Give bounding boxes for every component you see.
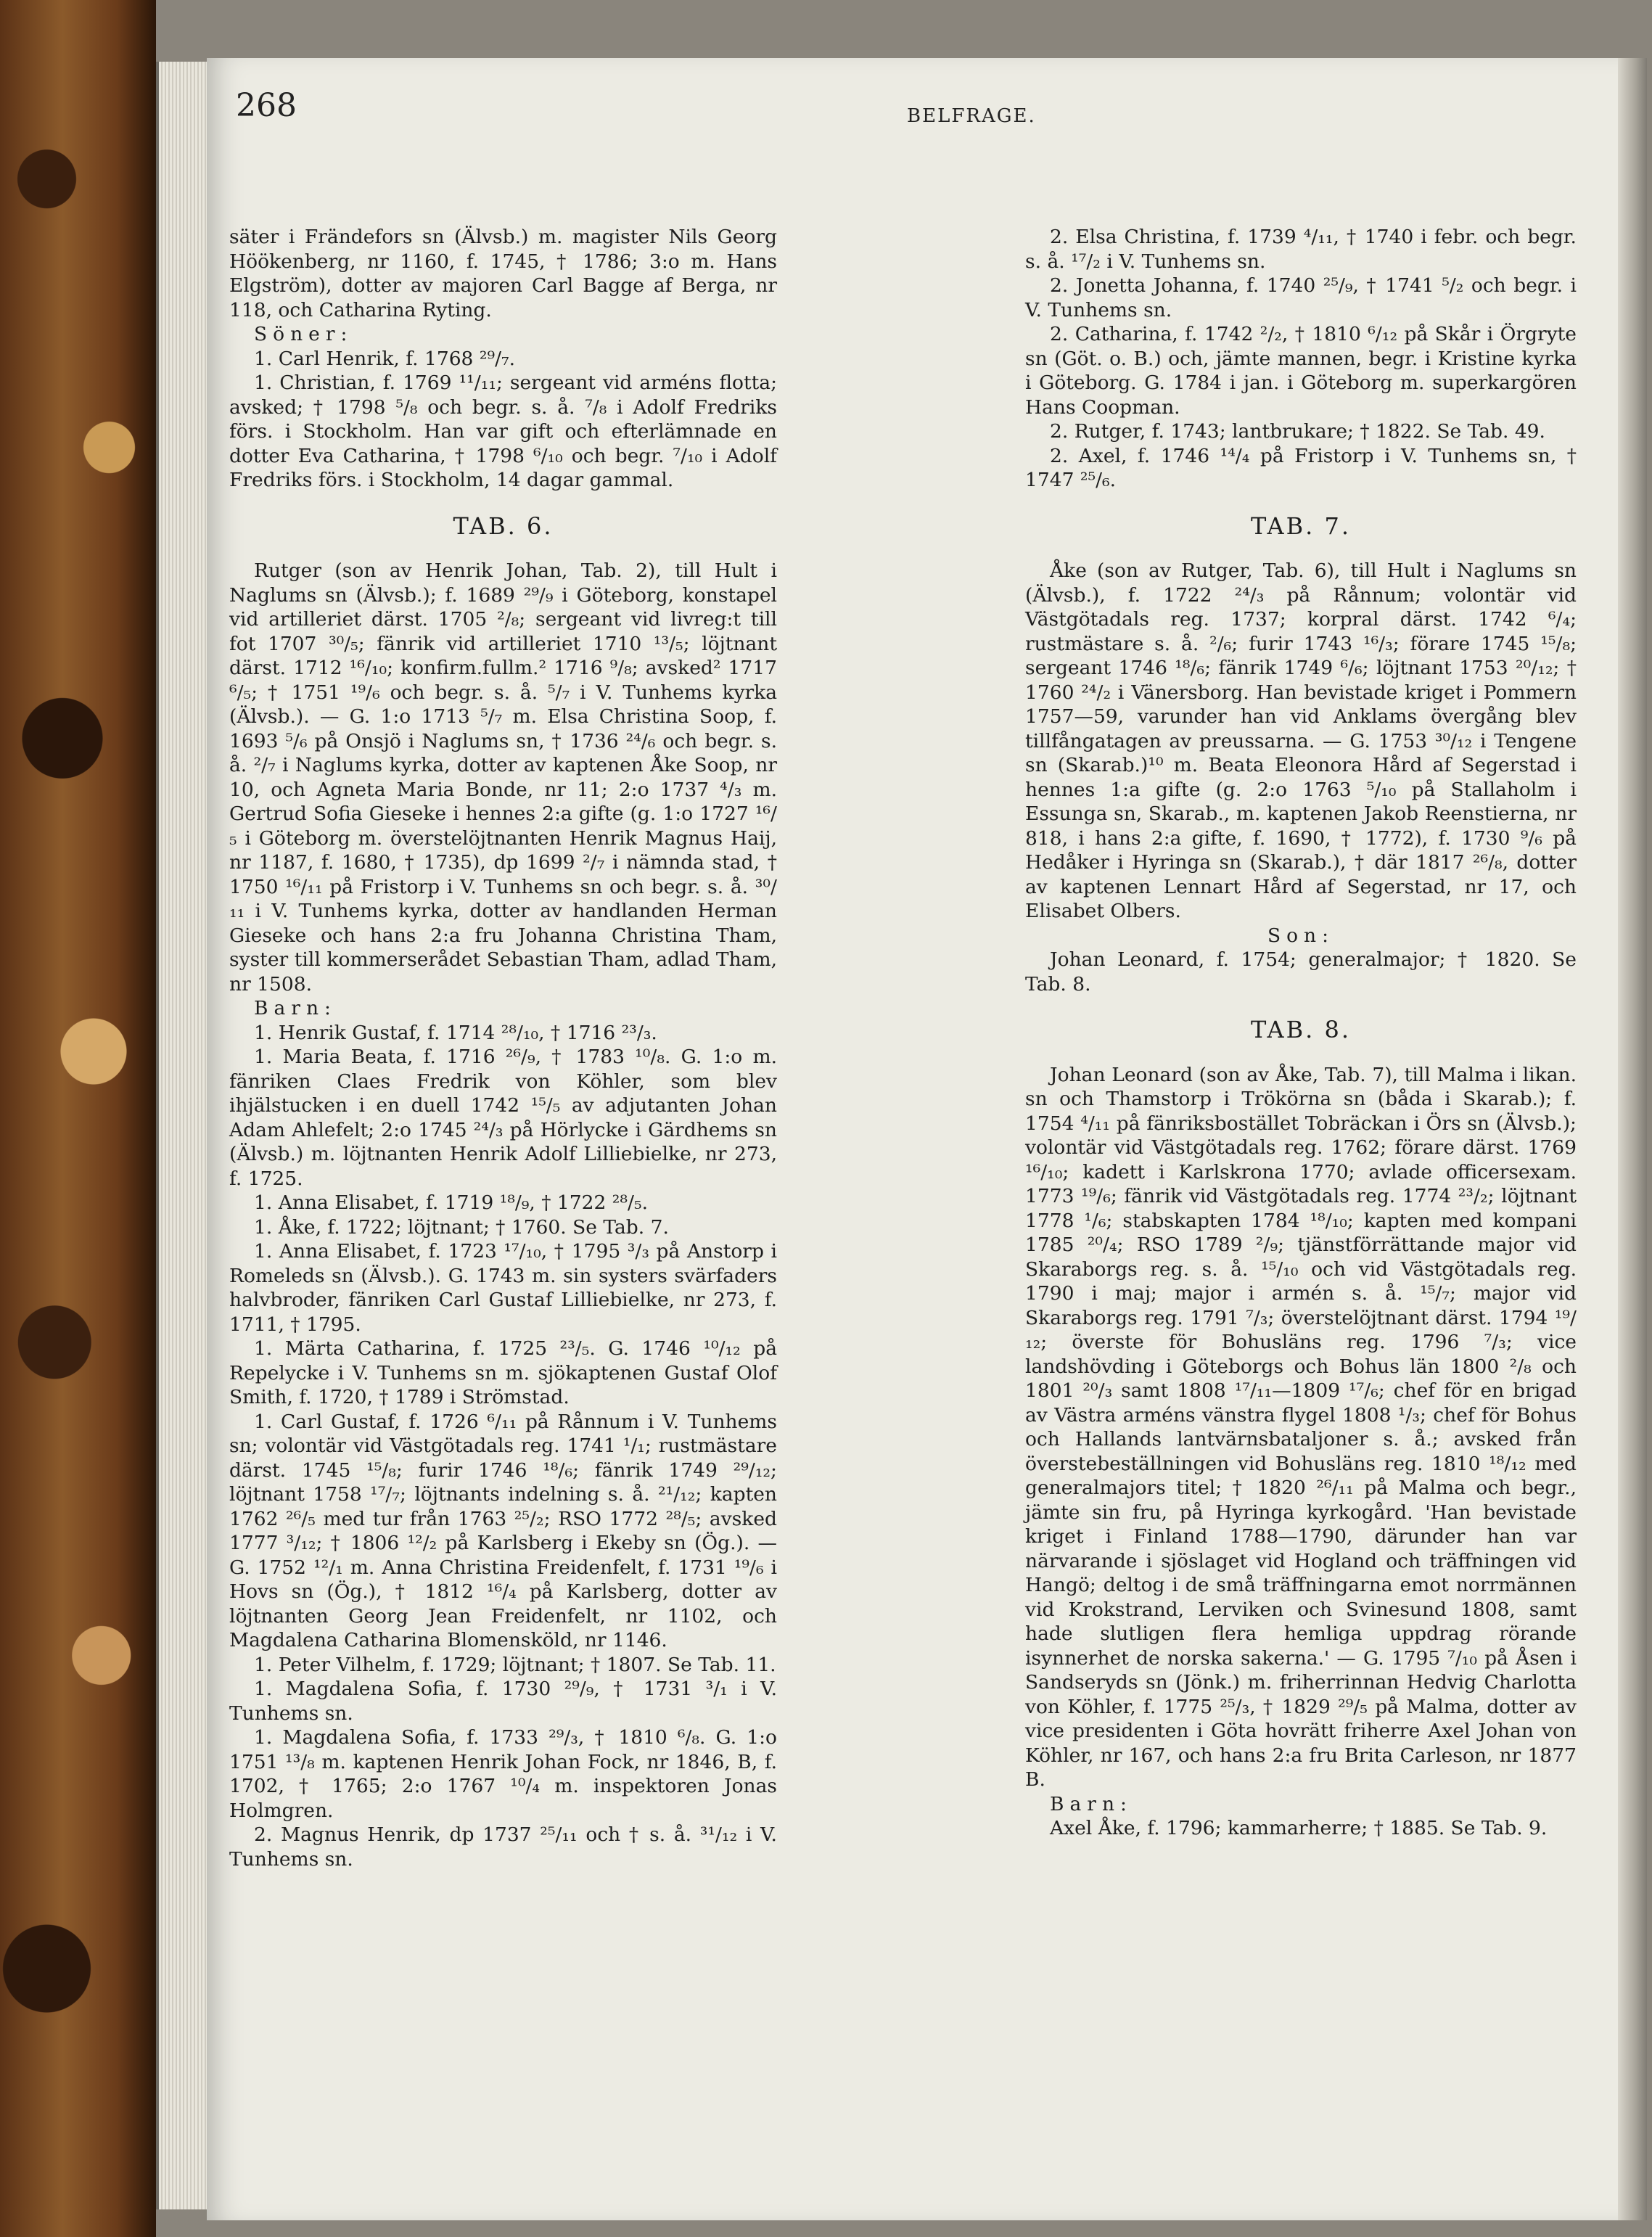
text-paragraph: 1. Åke, f. 1722; löjtnant; † 1760. Se Tab. 7. <box>254 1215 669 1239</box>
section-label: Barn: <box>254 997 337 1019</box>
running-head: BELFRAGE. <box>907 105 1036 127</box>
text-paragraph: 1. Carl Gustaf, f. 1726 ⁶/₁₁ på Rånnum i V. Tunhems sn; volontär vid Västgötadals reg. 1741 ¹/₁; rustmästare därst. 1745 ¹⁵/₈; furir 1746 ¹⁸/₆; fänrik 1749 ²⁹/₁₂; löjtnant 1758 ¹⁷/₇; löjtnants indelning s. å. ²¹/₁₂; kapten 1762 ²⁶/₅ med tur från 1763 ²⁵/₂; RSO 1772 ²⁸/₅; avsked 1777 ³/₁₂; † 1806 ¹²/₂ på Karlsberg i Ekeby sn (Ög.). — G. 1752 ¹²/₁ m. Anna Christina Freidenfelt, f. 1731 ¹⁹/₆ i Hovs sn (Ög.), † 1812 ¹⁶/₄ på Karlsberg, dotter av löjtnanten Georg Jean Freidenfelt, nr 1102, och Magdalena Catharina Blomensköld, nr 1146. <box>229 1410 777 1651</box>
text-paragraph: Axel Åke, f. 1796; kammarherre; † 1885. Se Tab. 9. <box>1050 1817 1548 1839</box>
text-paragraph: 1. Maria Beata, f. 1716 ²⁶/₉, † 1783 ¹⁰/₈. G. 1:o m. fänriken Claes Fredrik von Köhler, som blev ihjälstucken i en duell 1742 ¹⁵/₅ av adjutanten Johan Adam Ahlefelt; 2:o 1745 ²⁴/₃ på Hörlycke i Gärdhems sn (Älvsb.) m. löjtnanten Henrik Adolf Lilliebielke, nr 273, f. 1725. <box>229 1046 777 1190</box>
text-paragraph: 1. Anna Elisabet, f. 1723 ¹⁷/₁₀, † 1795 ³/₃ på Anstorp i Romeleds sn (Älvsb.). G. 1743 m. sin systers svärfaders halvbroder, fänriken Carl Gustaf Lilliebielke, nr 273, f. 1711, † 1795. <box>229 1240 777 1336</box>
text-paragraph: Rutger (son av Henrik Johan, Tab. 2), till Hult i Naglums sn (Älvsb.); f. 1689 ²⁹/₉ i Göteborg, konstapel vid artilleriet därst. 1705 ²/₈; sergeant vid livreg:t till fot 1707 ³⁰/₅; fänrik vid artilleriet 1710 ¹³/₅; löjtnant därst. 1712 ¹⁶/₁₀; konfirm.fullm.² 1716 ⁹/₈; avsked² 1717 ⁶/₅; † 1751 ¹⁹/₆ och begr. s. å. ⁵/₇ i V. Tunhems kyrka (Älvsb.). — G. 1:o 1713 ⁵/₇ m. Elsa Christina Soop, f. 1693 ⁵/₆ på Onsjö i Naglums sn, † 1736 ²⁴/₆ och begr. s. å. ²/₇ i Naglums kyrka, dotter av kaptenen Åke Soop, nr 10, och Agneta Maria Bonde, nr 11; 2:o 1737 ⁴/₃ m. Gertrud Sofia Gieseke i hennes 2:a gifte (g. 1:o 1727 ¹⁶/₅ i Göteborg m. överstelöjtnanten Henrik Magnus Haij, nr 1187, f. 1680, † 1735), dp 1699 ²/₇ i nämnda stad, † 1750 ¹⁶/₁₁ på Fristorp i V. Tunhems sn och begr. s. å. ³⁰/₁₁ i V. Tunhems kyrka, dotter av handlanden Herman Gieseke och hans 2:a fru Johanna Christina Tham, syster till kommerserådet Sebastian Tham, adlad Tham, nr 1508. <box>229 559 777 996</box>
text-paragraph: 1. Märta Catharina, f. 1725 ²³/₅. G. 1746 ¹⁰/₁₂ på Repelycke i V. Tunhems sn m. sjökaptenen Gustaf Olof Smith, f. 1720, † 1789 i Strömstad. <box>229 1337 777 1408</box>
page-stack-edges <box>156 62 210 2209</box>
text-paragraph: Johan Leonard (son av Åke, Tab. 7), till Malma i likan. sn och Thamstorp i Trökörna sn (båda i Skarab.); f. 1754 ⁴/₁₁ på fänriksbostället Tobräckan i Örs sn (Älvsb.); volontär vid Västgötadals reg. 1762; förare därst. 1769 ¹⁶/₁₀; kadett i Karlskrona 1770; avlade officersexam. 1773 ¹⁹/₆; fänrik vid Västgötadals reg. 1774 ²³/₂; löjtnant 1778 ¹/₆; stabskapten 1784 ¹⁸/₁₀; kapten med kompani 1785 ²⁰/₄; RSO 1789 ²/₉; tjänstförrättande major vid Skaraborgs reg. s. å. ¹⁵/₁₀ och vid Västgötadals reg. 1790 i maj; major i armén s. å. ¹⁵/₇; major vid Skaraborgs reg. 1791 ⁷/₃; överstelöjtnant därst. 1794 ¹⁹/₁₂; överste för Bohusläns reg. 1796 ⁷/₃; vice landshövding i Göteborgs och Bohus län 1800 ²/₈ och 1801 ²⁰/₃ samt 1808 ¹⁷/₁₁—1809 ¹⁷/₆; chef för en brigad av Västra arméns vänstra flygel 1808 ¹/₃; chef för Bohus och Hallands lantvärnsbataljoner s. å.; avsked från överstebeställningen vid Bohusläns reg. 1810 ¹⁸/₁₂ med generalmajors titel; † 1820 ²⁶/₁₁ på Malma och begr., jämte sin fru, på Hyringa kyrkogård. 'Han bevistade kriget i Finland 1788—1790, därunder han var närvarande i sjöslaget vid Hogland och träffningen vid Hangö; deltog i de små träffningarna emot norrmännen vid Krokstrand, Lerviken och Svinesund 1808, samt hade slutligen flera hemliga uppdrag rörande isynnerhet de norska sakerna.' — G. 1795 ⁷/₁₀ på Åsen i Sandseryds sn (Jönk.) m. friherrinnan Hedvig Charlotta von Köhler, f. 1775 ²⁵/₃, † 1829 ²⁹/₅ på Malma, dotter av vice presidenten i Göta hovrätt friherre Axel Johan von Köhler, nr 167, och hans 2:a fru Brita Carleson, nr 1877 B. <box>1025 1063 1577 1791</box>
text-paragraph: 1. Anna Elisabet, f. 1719 ¹⁸/₉, † 1722 ²⁸/₅. <box>254 1191 649 1214</box>
text-paragraph: 1. Magdalena Sofia, f. 1733 ²⁹/₃, † 1810 ⁶/₈. G. 1:o 1751 ¹³/₈ m. kaptenen Henrik Johan Fock, nr 1846, B, f. 1702, † 1765; 2:o 1767 ¹⁰/₄ m. inspektoren Jonas Holmgren. <box>229 1726 777 1822</box>
text-paragraph: 1. Peter Vilhelm, f. 1729; löjtnant; † 1807. Se Tab. 11. <box>254 1653 776 1676</box>
section-label: Söner: <box>254 323 353 345</box>
text-paragraph: 2. Elsa Christina, f. 1739 ⁴/₁₁, † 1740 i febr. och begr. s. å. ¹⁷/₂ i V. Tunhems sn. <box>1025 226 1577 273</box>
right-text-column <box>1025 225 1577 1841</box>
text-paragraph: Johan Leonard, f. 1754; generalmajor; † 1820. Se Tab. 8. <box>1025 948 1577 996</box>
text-paragraph: 1. Christian, f. 1769 ¹¹/₁₁; sergeant vid arméns flotta; avsked; † 1798 ⁵/₈ och begr. s. å. ⁷/₈ i Adolf Fredriks förs. i Stockholm. Han var gift och efterlämnade en dotter Eva Catharina, † 1798 ⁶/₁₀ och begr. ⁷/₁₀ i Adolf Fredriks förs. i Stockholm, 14 dagar gammal. <box>229 372 777 491</box>
text-paragraph: 1. Carl Henrik, f. 1768 ²⁹/₇. <box>254 347 516 370</box>
page-fore-edge <box>1618 58 1647 2220</box>
text-paragraph: 2. Axel, f. 1746 ¹⁴/₄ på Fristorp i V. Tunhems sn, † 1747 ²⁵/₆. <box>1025 444 1577 491</box>
left-text-column <box>229 225 777 1871</box>
text-paragraph: 2. Catharina, f. 1742 ²/₂, † 1810 ⁶/₁₂ på Skår i Örgryte sn (Göt. o. B.) och, jämte mannen, begr. i Kristine kyrka i Göteborg. G. 1784 i jan. i Göteborg m. superkargören Hans Coopman. <box>1025 323 1577 419</box>
text-paragraph: Åke (son av Rutger, Tab. 6), till Hult i Naglums sn (Älvsb.), f. 1722 ²⁴/₃ på Rånnum; volontär vid Västgötadals reg. 1737; korpral därst. 1742 ⁶/₄; rustmästare s. å. ²/₆; furir 1743 ¹⁶/₃; förare 1745 ¹⁵/₈; sergeant 1746 ¹⁸/₆; fänrik 1749 ⁶/₆; löjtnant 1753 ²⁰/₁₂; † 1760 ²⁴/₂ i Vänersborg. Han bevistade kriget i Pommern 1757—59, varunder han vid Anklams övergång blev tillfångatagen av preussarna. — G. 1753 ³⁰/₁₂ i Tengene sn (Skarab.)¹⁰ m. Beata Eleonora Hård af Segerstad i hennes 1:a gifte (g. 2:o 1763 ⁵/₁₀ på Stallaholm i Essunga sn, Skarab., m. kaptenen Jakob Reenstierna, nr 818, i hans 2:a gifte, f. 1690, † 1772), f. 1730 ⁹/₆ på Hedåker i Hyringa sn (Skarab.), † där 1817 ²⁶/₈, dotter av kaptenen Lennart Hård af Segerstad, nr 17, och Elisabet Olbers. <box>1025 559 1577 922</box>
text-paragraph: 1. Henrik Gustaf, f. 1714 ²⁸/₁₀, † 1716 ²³/₃. <box>254 1021 657 1044</box>
text-paragraph: säter i Frändefors sn (Älvsb.) m. magister Nils Georg Höökenberg, nr 1160, f. 1745, † 1786; 3:o m. Hans Elgström), dotter av majoren Carl Bagge af Berga, nr 118, och Catharina Ryting. <box>229 226 777 321</box>
text-paragraph: 2. Rutger, f. 1743; lantbrukare; † 1822. Se Tab. 49. <box>1050 420 1545 443</box>
section-label: Barn: <box>1050 1792 1133 1815</box>
text-paragraph: 1. Magdalena Sofia, f. 1730 ²⁹/₉, † 1731 ³/₁ i V. Tunhems sn. <box>229 1678 777 1725</box>
text-paragraph: 2. Jonetta Johanna, f. 1740 ²⁵/₉, † 1741 ⁵/₂ och begr. i V. Tunhems sn. <box>1025 274 1577 321</box>
book-cover-marbled-edge <box>0 0 156 2237</box>
text-paragraph: 2. Magnus Henrik, dp 1737 ²⁵/₁₁ och † s. å. ³¹/₁₂ i V. Tunhems sn. <box>229 1823 777 1871</box>
page-number: 268 <box>236 87 297 124</box>
section-label: Son: <box>1267 924 1335 947</box>
table-heading: TAB. 7. <box>1250 512 1352 540</box>
table-heading: TAB. 8. <box>1250 1016 1352 1043</box>
table-heading: TAB. 6. <box>453 512 554 540</box>
